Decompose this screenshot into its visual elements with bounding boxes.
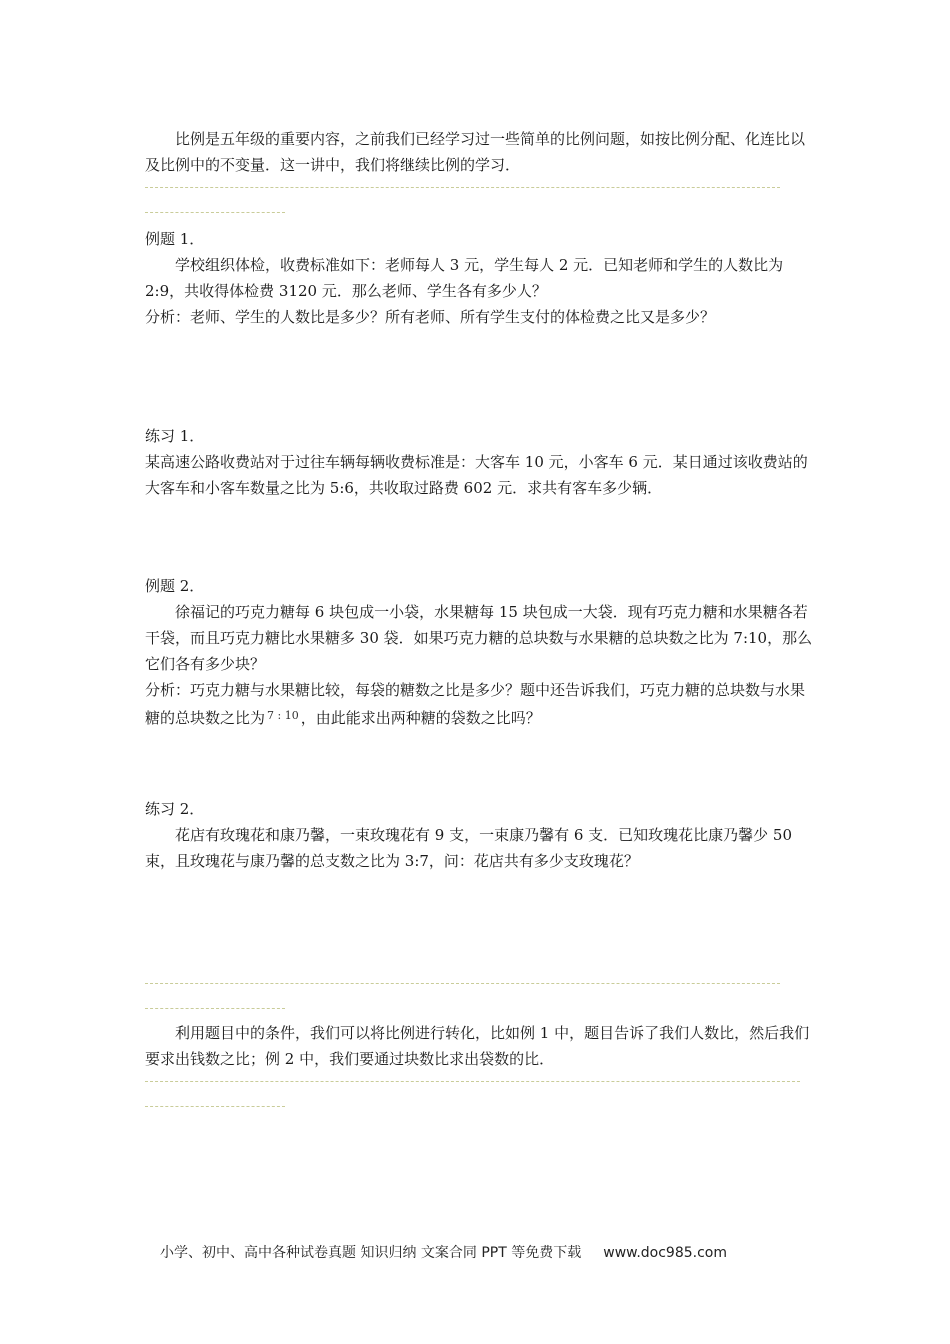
practice1-section (145, 423, 815, 501)
practice1-body: 某高速公路收费站对于过往车辆每辆收费标准是：大客车 10 元，小客车 6 元．某日通过该收费站的大客车和小客车数量之比为 5:6，共收取过路费 602 元．求共有客车多少辆． (145, 453, 808, 497)
practice1-title: 练习 1． (145, 427, 205, 445)
example1-analysis: 分析：老师、学生的人数比是多少？所有老师、所有学生支付的体检费之比又是多少？ (145, 308, 716, 326)
divider-bottom-long (145, 1081, 800, 1082)
example1-title: 例题 1． (145, 230, 205, 248)
example1-section (145, 226, 815, 330)
example2-analysis-after: ，由此能求出两种糖的袋数之比吗？ (300, 709, 541, 727)
practice2-body: 花店有玫瑰花和康乃馨，一束玫瑰花有 9 支，一束康乃馨有 6 支．已知玫瑰花比康乃馨少 50 束，且玫瑰花与康乃馨的总支数之比为 3:7，问：花店共有多少支玫瑰花？ (145, 826, 793, 870)
divider-top-short (145, 212, 285, 213)
example1-body: 学校组织体检，收费标准如下：老师每人 3 元，学生每人 2 元．已知老师和学生的人数比为 2:9，共收得体检费 3120 元．那么老师、学生各有多少人？ (145, 256, 784, 300)
intro-paragraph: 比例是五年级的重要内容，之前我们已经学习过一些简单的比例问题，如按比例分配、化连比以及比例中的不变量．这一讲中，我们将继续比例的学习． (145, 130, 806, 174)
divider-bottom-short (145, 1106, 285, 1107)
footer-url[interactable]: www.doc985.com (603, 1245, 727, 1261)
summary-paragraph: 利用题目中的条件，我们可以将比例进行转化，比如例 1 中，题目告诉了我们人数比，然后我们要求出钱数之比；例 2 中，我们要通过块数比求出袋数的比． (145, 1024, 810, 1068)
practice2-section (145, 796, 815, 874)
divider-middle-short (145, 1008, 285, 1009)
example2-analysis-before: 分析：巧克力糖与水果糖比较，每袋的糖数之比是多少？题中还告诉我们，巧克力糖的总块数与水果糖的总块数之比为 (145, 681, 806, 727)
intro-section (145, 126, 815, 178)
example2-title: 例题 2． (145, 577, 205, 595)
page-footer (160, 1242, 727, 1262)
divider-top-long (145, 187, 780, 188)
divider-middle-long (145, 983, 780, 984)
summary-section (145, 1020, 815, 1072)
example2-body: 徐福记的巧克力糖每 6 块包成一小袋，水果糖每 15 块包成一大袋．现有巧克力糖和水果糖各若干袋，而且巧克力糖比水果糖多 30 袋．如果巧克力糖的总块数与水果糖的总块数之比为 7:10，那么它们各有多少块？ (145, 603, 813, 673)
example2-analysis-ratio: 7 : 10 (267, 709, 299, 722)
example2-section (145, 573, 815, 731)
example2-analysis (145, 677, 815, 731)
practice2-title: 练习 2． (145, 800, 205, 818)
footer-text: 小学、初中、高中各种试卷真题 知识归纳 文案合同 PPT 等免费下载 (160, 1245, 582, 1261)
